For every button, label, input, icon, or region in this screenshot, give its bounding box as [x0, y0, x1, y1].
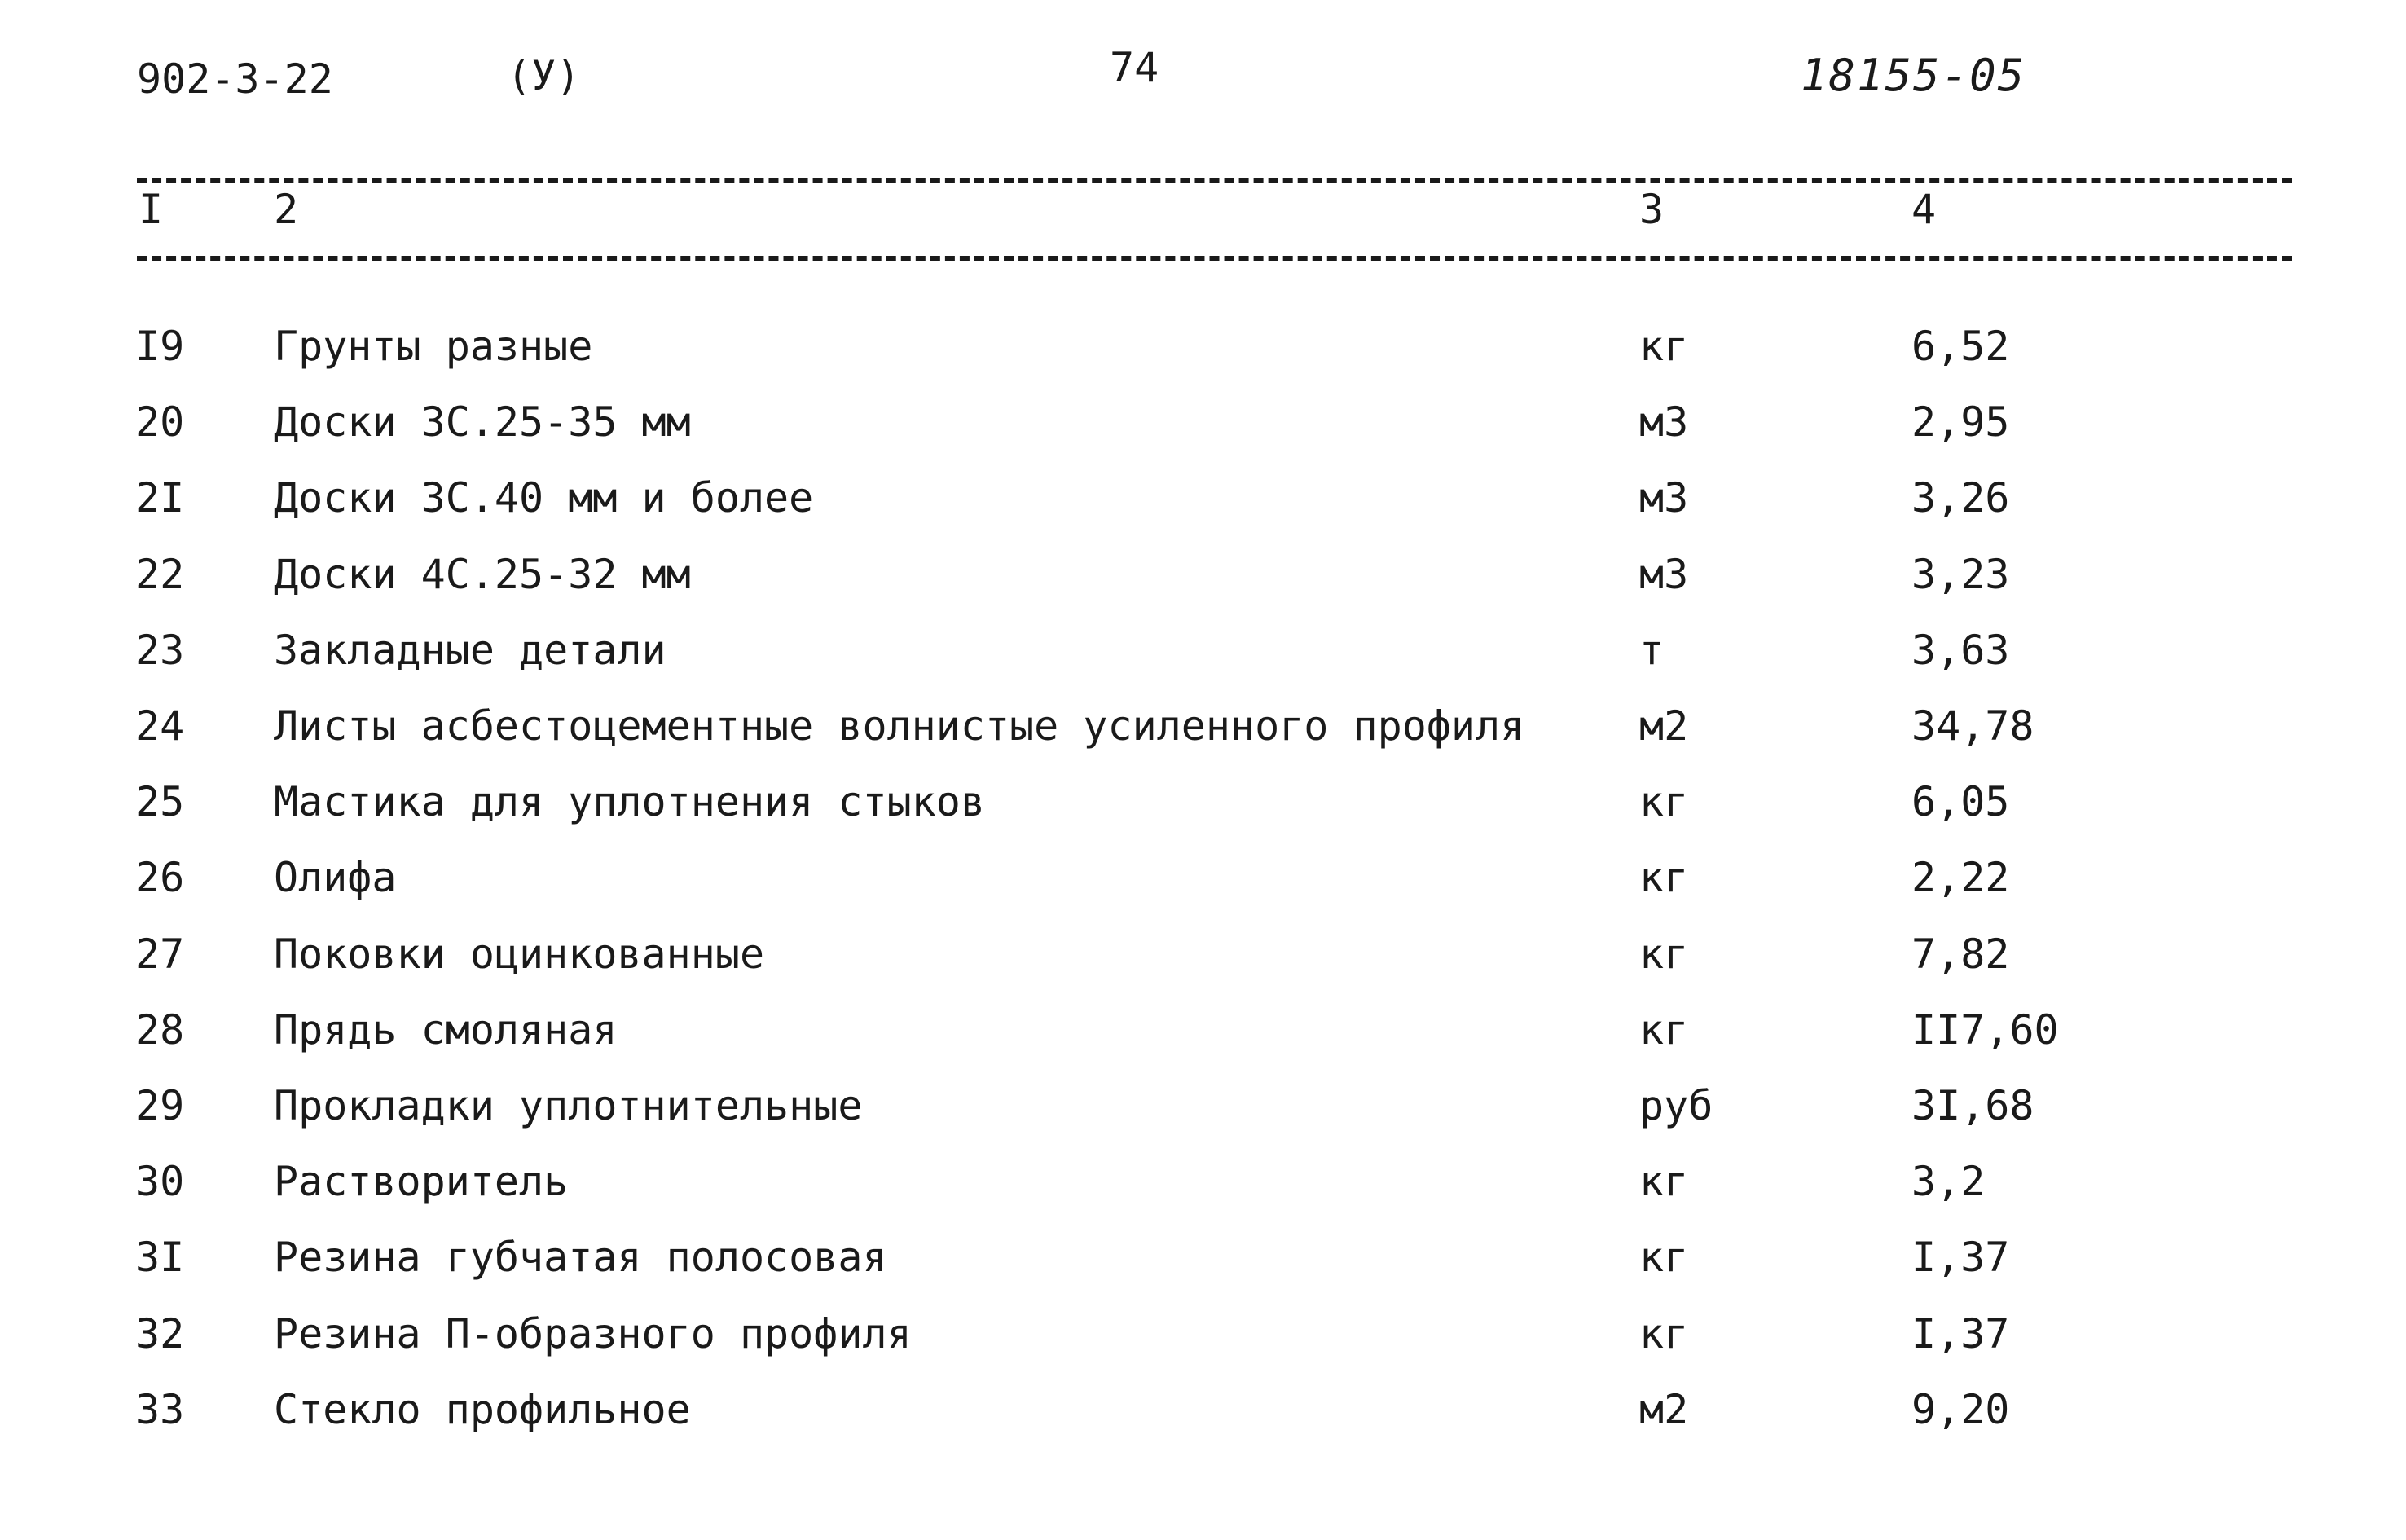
column-header-1: I	[139, 186, 164, 233]
quantity-value: 9,20	[1911, 1386, 2010, 1433]
quantity-value: 2,22	[1911, 854, 2010, 901]
document-code: 902-3-22	[137, 55, 333, 103]
quantity-value: 2,95	[1911, 398, 2010, 446]
material-name: Закладные детали	[274, 627, 666, 674]
row-number: 30	[135, 1158, 185, 1205]
table-row	[0, 1158, 2406, 1226]
material-name: Мастика для уплотнения стыков	[274, 778, 985, 825]
page-number: 74	[1110, 44, 1159, 91]
quantity-value: 3,2	[1911, 1158, 1986, 1205]
material-name: Грунты разные	[274, 323, 593, 370]
unit-of-measure: т	[1639, 627, 1665, 674]
column-header-3: 3	[1639, 186, 1665, 233]
unit-of-measure: кг	[1639, 323, 1689, 370]
quantity-value: 7,82	[1911, 931, 2010, 978]
table-row	[0, 627, 2406, 695]
quantity-value: 3I,68	[1911, 1082, 2034, 1129]
table-row	[0, 702, 2406, 771]
unit-of-measure: м3	[1639, 398, 1689, 446]
table-row	[0, 551, 2406, 619]
quantity-value: 3,23	[1911, 551, 2010, 598]
unit-of-measure: кг	[1639, 1310, 1689, 1357]
material-name: Прокладки уплотнительные	[274, 1082, 863, 1129]
row-number: I9	[135, 323, 185, 370]
column-header-2: 2	[274, 186, 299, 233]
table-row	[0, 931, 2406, 999]
material-name: Олифа	[274, 854, 397, 901]
row-number: 28	[135, 1006, 185, 1054]
unit-of-measure: руб	[1639, 1082, 1713, 1129]
material-name: Растворитель	[274, 1158, 569, 1205]
quantity-value: 34,78	[1911, 702, 2034, 750]
material-name: Прядь смоляная	[274, 1006, 618, 1054]
table-row	[0, 323, 2406, 391]
material-name: Резина П-образного профиля	[274, 1310, 912, 1357]
table-row	[0, 1006, 2406, 1075]
material-name: Доски 3С.40 мм и более	[274, 474, 814, 521]
table-row	[0, 474, 2406, 543]
row-number: 3I	[135, 1234, 185, 1281]
material-name: Листы асбестоцементные волнистые усиленного профиля	[274, 702, 1525, 750]
quantity-value: II7,60	[1911, 1006, 2059, 1054]
row-number: 27	[135, 931, 185, 978]
unit-of-measure: кг	[1639, 778, 1689, 825]
unit-of-measure: м3	[1639, 474, 1689, 521]
document-mark: (У)	[507, 52, 581, 99]
unit-of-measure: м3	[1639, 551, 1689, 598]
row-number: 22	[135, 551, 185, 598]
unit-of-measure: кг	[1639, 931, 1689, 978]
table-row	[0, 1234, 2406, 1302]
quantity-value: 6,05	[1911, 778, 2010, 825]
row-number: 25	[135, 778, 185, 825]
material-name: Резина губчатая полосовая	[274, 1234, 887, 1281]
table-row	[0, 778, 2406, 847]
material-name: Доски 3С.25-35 мм	[274, 398, 691, 446]
unit-of-measure: кг	[1639, 1006, 1689, 1054]
material-name: Доски 4С.25-32 мм	[274, 551, 691, 598]
unit-of-measure: кг	[1639, 854, 1689, 901]
table-row	[0, 1310, 2406, 1379]
row-number: 29	[135, 1082, 185, 1129]
table-header-top-rule	[137, 178, 2292, 183]
row-number: 33	[135, 1386, 185, 1433]
quantity-value: 3,63	[1911, 627, 2010, 674]
table-header-bottom-rule	[137, 256, 2292, 261]
unit-of-measure: кг	[1639, 1158, 1689, 1205]
unit-of-measure: м2	[1639, 702, 1689, 750]
row-number: 2I	[135, 474, 185, 521]
quantity-value: I,37	[1911, 1234, 2010, 1281]
row-number: 32	[135, 1310, 185, 1357]
unit-of-measure: м2	[1639, 1386, 1689, 1433]
row-number: 20	[135, 398, 185, 446]
unit-of-measure: кг	[1639, 1234, 1689, 1281]
quantity-value: I,37	[1911, 1310, 2010, 1357]
table-row	[0, 398, 2406, 467]
material-name: Стекло профильное	[274, 1386, 691, 1433]
quantity-value: 6,52	[1911, 323, 2010, 370]
table-row	[0, 854, 2406, 922]
table-row	[0, 1386, 2406, 1454]
row-number: 23	[135, 627, 185, 674]
row-number: 24	[135, 702, 185, 750]
material-name: Поковки оцинкованные	[274, 931, 765, 978]
row-number: 26	[135, 854, 185, 901]
column-header-4: 4	[1911, 186, 1937, 233]
quantity-value: 3,26	[1911, 474, 2010, 521]
table-row	[0, 1082, 2406, 1151]
handwritten-reference-number: 18155-05	[1801, 50, 2026, 101]
